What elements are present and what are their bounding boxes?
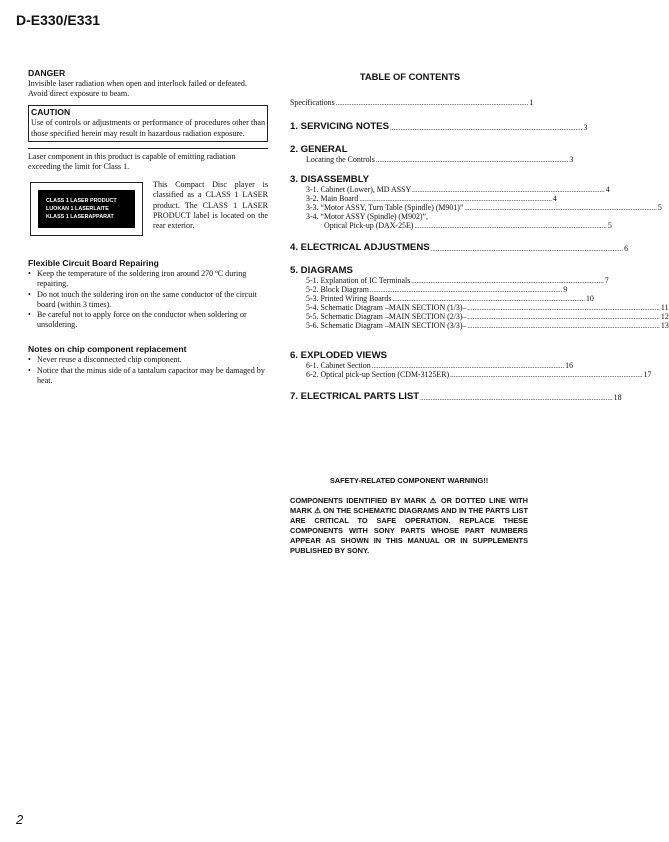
toc-label: 5-1. Explanation of IC Terminals [306, 276, 411, 285]
caution-box [28, 105, 268, 141]
toc-entry-specifications[interactable] [290, 98, 534, 107]
toc-entry-3-1[interactable] [290, 185, 610, 194]
list-item: • Do not touch the soldering iron on the same conductor of the circuit board (within 3 times). [28, 290, 268, 310]
toc-leader: .............................................................................................................. [371, 362, 565, 370]
toc-entry-5-3[interactable] [290, 294, 594, 303]
safety-warning-text: COMPONENTS IDENTIFIED BY MARK ⚠ OR DOTTED LINE WITH MARK ⚠ ON THE SCHEMATIC DIAGRAMS AND IN THE PARTS LIST ARE CRITICAL TO SAFE OPERATION. REPLACE THESE COMPONENTS WITH SONY PARTS WHOSE PART NUMBERS APPEAR AS SHOWN IN THIS MANUAL OR IN SUPPLEMENTS PUBLISHED BY SONY. [290, 496, 528, 555]
toc-entry-disassembly[interactable] [290, 174, 520, 185]
toc-leader: .............................................................................................................. [369, 286, 563, 294]
laser-label-image [30, 182, 143, 236]
toc-leader: .............................................................................................................. [389, 124, 583, 132]
toc-page: 17 [643, 370, 652, 379]
chip-heading: Notes on chip component replacement [28, 344, 187, 355]
toc-entry-exploded-views[interactable] [290, 350, 520, 361]
toc-label: 3-3. “Motor ASSY, Turn Table (Spindle) (M901)” [306, 203, 464, 212]
divider [28, 148, 268, 149]
list-item: • Never reuse a disconnected chip component. [28, 355, 268, 365]
toc-leader: .............................................................................................................. [411, 277, 604, 285]
toc-page: 4 [552, 194, 557, 203]
toc-label: Locating the Controls [306, 155, 375, 164]
toc-leader: .............................................................................................................. [414, 222, 607, 230]
list-item: • Notice that the minus side of a tantalum capacitor may be damaged by heat. [28, 366, 268, 386]
toc-label: 7. ELECTRICAL PARTS LIST [290, 391, 420, 402]
toc-label: Optical Pick-up (DAX-25E) [324, 221, 414, 230]
danger-heading: DANGER [28, 68, 66, 78]
toc-label: Specifications [290, 98, 335, 107]
toc-leader: .............................................................................................................. [420, 394, 613, 402]
toc-label: 6. EXPLODED VIEWS [290, 350, 388, 361]
toc-label: 3-2. Main Board [306, 194, 359, 203]
toc-label: 3-4. “Motor ASSY (Spindle) (M902)”, [306, 212, 429, 221]
toc-page: 18 [613, 393, 622, 402]
toc-leader: .............................................................................................................. [464, 204, 657, 212]
chip-list [28, 355, 268, 386]
toc-leader: .............................................................................................................. [335, 99, 529, 107]
toc-entry-electrical-adjustments[interactable] [290, 242, 629, 253]
toc-label: 5-3. Printed Wiring Boards [306, 294, 392, 303]
toc-leader: .............................................................................................................. [467, 313, 660, 321]
list-item: • Be careful not to apply force on the conductor when soldering or unsoldering. [28, 310, 268, 330]
toc-page: 11 [660, 303, 669, 312]
danger-text: Invisible laser radiation when open and interlock failed or defeated. Avoid direct exposure to beam. [28, 79, 247, 99]
toc-leader: .............................................................................................................. [359, 195, 552, 203]
laser-label-line: CLASS 1 LASER PRODUCT [46, 198, 117, 205]
toc-page: 13 [660, 321, 669, 330]
caution-text: Use of controls or adjustments or performance of procedures other than those specified herein may result in hazardous radiation exposure. [31, 118, 265, 138]
toc-page: 4 [605, 185, 610, 194]
toc-entry-5-4[interactable] [290, 303, 669, 312]
toc-label: 5-2. Block Diagram [306, 285, 369, 294]
toc-leader: .............................................................................................................. [392, 295, 585, 303]
laser-label-row [28, 180, 268, 262]
page-number: 2 [16, 812, 24, 827]
toc-entry-3-4[interactable] [290, 212, 520, 221]
toc-entry-6-2[interactable] [290, 370, 652, 379]
toc-page: 3 [569, 155, 574, 164]
toc-entry-servicing-notes[interactable] [290, 121, 588, 132]
laser-component-text: Laser component in this product is capable of emitting radiation exceeding the limit for Class 1. [28, 151, 236, 172]
toc-leader: .............................................................................................................. [430, 245, 624, 253]
caution-heading: CAUTION [31, 107, 71, 118]
toc-page: 3 [583, 123, 588, 132]
toc-entry-locating-controls[interactable] [290, 155, 574, 164]
toc-leader: .............................................................................................................. [467, 322, 660, 330]
flex-heading: Flexible Circuit Board Repairing [28, 258, 159, 269]
toc-entry-5-6[interactable] [290, 321, 669, 330]
laser-label-line: KLASS 1 LASERAPPARAT [46, 214, 114, 221]
toc-page: 10 [585, 294, 594, 303]
toc-entry-3-4-pickup[interactable] [290, 221, 612, 230]
laser-label-plate [38, 190, 135, 228]
toc-entry-5-1[interactable] [290, 276, 609, 285]
model-title: D-E330/E331 [16, 12, 101, 28]
toc-entry-3-3[interactable] [290, 203, 662, 212]
toc-label: 5. DIAGRAMS [290, 265, 353, 276]
safety-warning-title: SAFETY-RELATED COMPONENT WARNING!! [329, 476, 489, 485]
toc-entry-5-2[interactable] [290, 285, 568, 294]
toc-entry-general[interactable] [290, 144, 520, 155]
toc-entry-diagrams[interactable] [290, 265, 520, 276]
toc-page: 5 [607, 221, 612, 230]
toc-label: 5-6. Schematic Diagram –MAIN SECTION (3/3)– [306, 321, 467, 330]
toc-label: 1. SERVICING NOTES [290, 121, 389, 132]
toc-label: 4. ELECTRICAL ADJUSTMENS [290, 242, 430, 253]
toc-page: 1 [529, 98, 534, 107]
toc-leader: .............................................................................................................. [450, 371, 643, 379]
toc-leader: .............................................................................................................. [412, 186, 605, 194]
toc-entry-3-2[interactable] [290, 194, 557, 203]
toc-leader: .............................................................................................................. [467, 304, 660, 312]
toc-title: TABLE OF CONTENTS [359, 71, 461, 82]
toc-page: 6 [624, 244, 629, 253]
toc-page: 5 [657, 203, 662, 212]
toc-entry-5-5[interactable] [290, 312, 669, 321]
toc-page: 12 [660, 312, 669, 321]
toc-page: 16 [565, 361, 574, 370]
toc-label: 5-4. Schematic Diagram –MAIN SECTION (1/3)– [306, 303, 467, 312]
toc-entry-6-1[interactable] [290, 361, 574, 370]
safety-warning [290, 476, 528, 556]
laser-label-line: LUOKAN 1 LASERLAITE [46, 206, 109, 213]
table-of-contents [290, 98, 669, 402]
laser-class-text: This Compact Disc player is classified as a CLASS 1 LASER product. The CLASS 1 LASER PRODUCT label is located on the rear exterior. [153, 180, 268, 231]
toc-label: 6-2. Optical pick-up Section (CDM-3125ER) [306, 370, 450, 379]
toc-label: 5-5. Schematic Diagram –MAIN SECTION (2/3)– [306, 312, 467, 321]
toc-entry-parts-list[interactable] [290, 391, 622, 402]
toc-label: 3. DISASSEMBLY [290, 174, 370, 185]
toc-leader: .............................................................................................................. [375, 156, 569, 164]
toc-label: 3-1. Cabinet (Lower), MD ASSY [306, 185, 412, 194]
toc-page: 9 [563, 285, 568, 294]
toc-label: 6-1. Cabinet Section [306, 361, 371, 370]
list-item: • Keep the temperature of the soldering iron around 270 ºC during repairing. [28, 269, 268, 289]
toc-label: 2. GENERAL [290, 144, 348, 155]
flex-list [28, 269, 268, 330]
left-column [28, 68, 268, 386]
toc-page: 7 [604, 276, 609, 285]
